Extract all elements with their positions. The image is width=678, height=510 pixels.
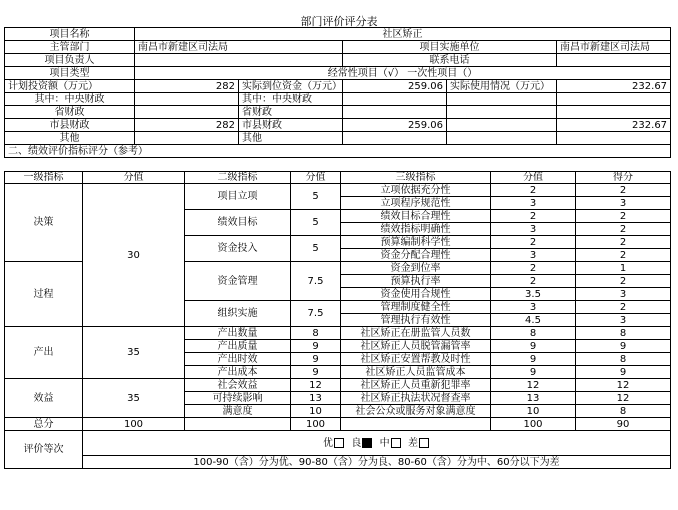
l3-cell: 绩效指标明确性	[341, 223, 491, 236]
got-score: 9	[576, 340, 671, 353]
contact-value	[557, 54, 671, 67]
l3-cell: 立项程序规范性	[341, 197, 491, 210]
l3-cell: 社区矫正在册监管人员数	[341, 327, 491, 340]
other-label-2: 其他	[239, 132, 343, 145]
l3-cell: 社区矫正人员脱管漏管率	[341, 340, 491, 353]
central-usage-label	[447, 93, 557, 106]
contact-label: 联系电话	[343, 54, 557, 67]
type-value: 经常性项目（√） 一次性项目（）	[135, 67, 671, 80]
l2-output: 产出成本	[185, 366, 291, 379]
total-l2-score: 100	[291, 418, 341, 431]
header-got: 得分	[576, 172, 671, 184]
l3-cell: 预算编制科学性	[341, 236, 491, 249]
prov-usage	[557, 106, 671, 119]
group-benefit-score: 35	[83, 379, 185, 418]
l3-score: 4.5	[491, 314, 576, 327]
l2-benefit-score: 13	[291, 392, 341, 405]
got-score: 2	[576, 301, 671, 314]
dept-value: 南昌市新建区司法局	[135, 41, 343, 54]
got-score: 8	[576, 353, 671, 366]
l2-e: 组织实施	[185, 301, 291, 327]
l3-score: 3	[491, 223, 576, 236]
l3-score: 2	[491, 210, 576, 223]
grade-option-excellent[interactable]: 优	[323, 438, 345, 449]
grade-label: 评价等次	[5, 431, 83, 469]
city-plan: 282	[135, 119, 239, 132]
l3-cell: 社区矫正人员监管成本	[341, 366, 491, 379]
l2-benefit: 满意度	[185, 405, 291, 418]
group-output: 产出	[5, 327, 83, 379]
city-label-2: 市县财政	[239, 119, 343, 132]
central-label: 其中：中央财政	[5, 93, 135, 106]
l3-cell: 资金分配合理性	[341, 249, 491, 262]
city-usage-label	[447, 119, 557, 132]
l2-output: 产出数量	[185, 327, 291, 340]
total-l2-empty	[185, 418, 291, 431]
l3-score: 3.5	[491, 288, 576, 301]
l3-score: 9	[491, 353, 576, 366]
prov-arrived	[343, 106, 447, 119]
got-score: 8	[576, 405, 671, 418]
got-score: 8	[576, 327, 671, 340]
got-score: 9	[576, 366, 671, 379]
other-arrived	[343, 132, 447, 145]
group-process: 过程	[5, 262, 83, 327]
l2-benefit: 可持续影响	[185, 392, 291, 405]
group-decision: 决策	[5, 184, 83, 262]
central-arrived	[343, 93, 447, 106]
l3-score: 2	[491, 184, 576, 197]
city-label: 市县财政	[5, 119, 135, 132]
l3-score: 9	[491, 340, 576, 353]
l3-score: 3	[491, 197, 576, 210]
got-score: 2	[576, 223, 671, 236]
got-score: 2	[576, 275, 671, 288]
l2-a-score: 5	[291, 184, 341, 210]
usage-total: 232.67	[557, 80, 671, 93]
l3-cell: 社区矫正安置帮教及时性	[341, 353, 491, 366]
owner-value	[135, 54, 343, 67]
l3-cell: 资金到位率	[341, 262, 491, 275]
l3-cell: 管理执行有效性	[341, 314, 491, 327]
got-score: 3	[576, 314, 671, 327]
group-benefit: 效益	[5, 379, 83, 418]
total-l3-empty	[341, 418, 491, 431]
l3-score: 2	[491, 236, 576, 249]
plan-total: 282	[135, 80, 239, 93]
header-l1: 一级指标	[5, 172, 83, 184]
l2-c: 资金投入	[185, 236, 291, 262]
l3-score: 12	[491, 379, 576, 392]
total-label: 总分	[5, 418, 83, 431]
prov-label: 省财政	[5, 106, 135, 119]
other-label: 其他	[5, 132, 135, 145]
checkbox-icon	[334, 438, 344, 448]
l2-output-score: 8	[291, 327, 341, 340]
usage-label: 实际使用情况（万元）	[447, 80, 557, 93]
other-plan	[135, 132, 239, 145]
prov-usage-label	[447, 106, 557, 119]
l2-b: 绩效目标	[185, 210, 291, 236]
l2-d-score: 7.5	[291, 262, 341, 301]
project-info-table	[4, 27, 671, 158]
header-l3-score: 分值	[491, 172, 576, 184]
total-l1-score: 100	[83, 418, 185, 431]
group-output-score: 35	[83, 327, 185, 379]
l3-score: 10	[491, 405, 576, 418]
page-title: 部门评价评分表	[300, 15, 378, 28]
header-l3: 三级指标	[341, 172, 491, 184]
l2-d: 资金管理	[185, 262, 291, 301]
section-title: 二、绩效评价指标评分（参考）	[5, 145, 671, 158]
total-l3-score: 100	[491, 418, 576, 431]
grade-option-poor[interactable]: 差	[408, 438, 430, 449]
indicator-table	[4, 171, 671, 469]
l2-b-score: 5	[291, 210, 341, 236]
l2-output-score: 9	[291, 366, 341, 379]
l3-score: 3	[491, 249, 576, 262]
other-usage	[557, 132, 671, 145]
l3-score: 2	[491, 262, 576, 275]
impl-unit-label: 项目实施单位	[343, 41, 557, 54]
got-score: 2	[576, 184, 671, 197]
l2-output-score: 9	[291, 353, 341, 366]
l2-a: 项目立项	[185, 184, 291, 210]
checked-checkbox-icon	[362, 438, 372, 448]
checkbox-icon	[419, 438, 429, 448]
impl-unit-value: 南昌市新建区司法局	[557, 41, 671, 54]
grade-option-medium[interactable]: 中	[380, 438, 402, 449]
l3-cell: 资金使用合规性	[341, 288, 491, 301]
l2-e-score: 7.5	[291, 301, 341, 327]
l2-output: 产出质量	[185, 340, 291, 353]
grade-option-good[interactable]: 良	[351, 438, 373, 449]
l3-score: 3	[491, 301, 576, 314]
header-l2-score: 分值	[291, 172, 341, 184]
got-score: 3	[576, 288, 671, 301]
other-usage-label	[447, 132, 557, 145]
l3-cell: 预算执行率	[341, 275, 491, 288]
city-usage: 232.67	[557, 119, 671, 132]
project-name-label: 项目名称	[5, 28, 135, 41]
prov-plan	[135, 106, 239, 119]
l3-score: 13	[491, 392, 576, 405]
got-score: 2	[576, 210, 671, 223]
arrived-label: 实际到位资金（万元）	[239, 80, 343, 93]
header-l1-score: 分值	[83, 172, 185, 184]
l3-cell: 社区矫正人员重新犯罪率	[341, 379, 491, 392]
checkbox-icon	[391, 438, 401, 448]
arrived-total: 259.06	[343, 80, 447, 93]
got-score: 2	[576, 249, 671, 262]
dept-label: 主管部门	[5, 41, 135, 54]
got-score: 12	[576, 379, 671, 392]
plan-label: 计划投资额（万元）	[5, 80, 135, 93]
l3-cell: 立项依据充分性	[341, 184, 491, 197]
got-score: 2	[576, 236, 671, 249]
l2-output: 产出时效	[185, 353, 291, 366]
total-got: 90	[576, 418, 671, 431]
header-l2: 二级指标	[185, 172, 291, 184]
project-name-value: 社区矫正	[135, 28, 671, 41]
l3-cell: 管理制度健全性	[341, 301, 491, 314]
l2-c-score: 5	[291, 236, 341, 262]
l3-score: 9	[491, 366, 576, 379]
city-arrived: 259.06	[343, 119, 447, 132]
l3-score: 2	[491, 275, 576, 288]
owner-label: 项目负责人	[5, 54, 135, 67]
got-score: 12	[576, 392, 671, 405]
l3-cell: 社区矫正执法状况督查率	[341, 392, 491, 405]
central-plan	[135, 93, 239, 106]
got-score: 1	[576, 262, 671, 275]
grade-note: 100-90（含）分为优、90-80（含）分为良、80-60（含）分为中、60分以下为差	[83, 456, 671, 469]
l3-cell: 社会公众或服务对象满意度	[341, 405, 491, 418]
l2-output-score: 9	[291, 340, 341, 353]
grade-options	[83, 431, 671, 456]
l3-score: 8	[491, 327, 576, 340]
l2-benefit: 社会效益	[185, 379, 291, 392]
group-dp-score: 30	[83, 184, 185, 327]
l3-cell: 绩效目标合理性	[341, 210, 491, 223]
got-score: 3	[576, 197, 671, 210]
central-label-2: 其中：中央财政	[239, 93, 343, 106]
central-usage	[557, 93, 671, 106]
type-label: 项目类型	[5, 67, 135, 80]
prov-label-2: 省财政	[239, 106, 343, 119]
l2-benefit-score: 10	[291, 405, 341, 418]
l2-benefit-score: 12	[291, 379, 341, 392]
